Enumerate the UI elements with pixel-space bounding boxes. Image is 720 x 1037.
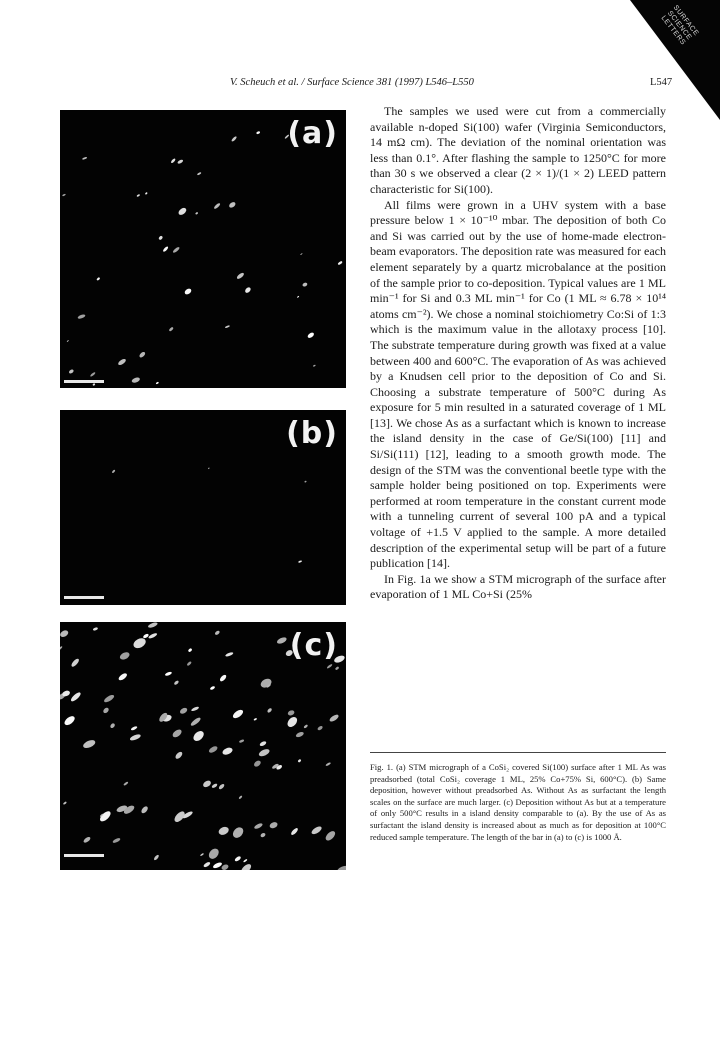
island-mark — [96, 277, 100, 281]
island-mark — [184, 287, 193, 295]
page-header — [0, 77, 720, 91]
island-mark — [217, 825, 230, 836]
island-mark — [276, 636, 287, 645]
island-mark — [259, 677, 273, 689]
island-mark — [304, 480, 307, 482]
island-mark — [267, 707, 273, 713]
island-mark — [269, 821, 279, 829]
island-mark — [82, 739, 96, 750]
island-mark — [232, 708, 245, 720]
island-mark — [132, 636, 148, 650]
island-mark — [153, 854, 159, 861]
island-mark — [221, 746, 233, 756]
island-mark — [313, 365, 316, 367]
corner-tab-text: SURFACE SCIENCE LETTERS — [659, 4, 700, 47]
paragraph-growth: All films were grown in a UHV system with a base pressure below 1 × 10⁻¹⁰ mbar. The deposition of both Co and Si was carried out by the use of home-made electron-beam evaporators. The deposition rate was measured for each element separately by a quartz microbalance at the position of the sample prior to co-deposition. Typical values are 1 ML min⁻¹ for Si and 0.3 ML min⁻¹ for Co (1 ML ≈ 6.78 × 10¹⁴ atoms cm⁻²). We chose a nominal stoichiometry Co:Si of 1:3 which is the maximum value in the allotaxy process [10]. The substrate temperature during growth was fixed at a value between 400 and 600°C. The evaporation of As was achieved by a Knudsen cell prior to the deposition of Co and Si. Choosing a substrate temperature of 500°C during As exposure for 5 min resulted in a saturated coverage of 1 ML [13]. We chose As as a surfactant which is known to increase the island density in the case of Ge/Si(100) [11] and Si/Si(111) [12], leading to a smooth growth mode. The design of the STM was the conventional beetle type with the sample holder being positioned on top. Experiments were performed at room temperature in the constant current mode with a tunneling current of several 100 pA and a typical voltage of +1.5 V applied to the sample. A more detailed description of the experimental setup will be part of a future publication [14]. — [370, 197, 666, 571]
scale-bar-a — [64, 380, 104, 383]
scale-bar-b — [64, 596, 104, 599]
island-mark — [239, 739, 245, 743]
panel-label-b: (b) — [286, 416, 338, 451]
island-mark — [93, 627, 99, 631]
island-mark — [60, 646, 63, 651]
paragraph-samples: The samples we used were cut from a commercially available n-doped Si(100) wafer (Virginia Semiconductors, 14 mΩ cm). The deviation of the nominal orientation was less than 0.1°. After flashing the sample to 1250°C for more than 30 s we observed a clear (2 × 1)/(1 × 2) LEED pattern characteristic for Si(100). — [370, 104, 666, 196]
island-mark — [225, 651, 234, 657]
island-mark — [286, 715, 299, 729]
island-mark — [195, 212, 198, 215]
island-mark — [70, 691, 82, 703]
island-mark — [337, 261, 342, 266]
island-mark — [186, 661, 192, 666]
island-mark — [326, 663, 332, 669]
island-mark — [63, 801, 67, 805]
island-mark — [109, 722, 115, 728]
island-mark — [238, 795, 242, 799]
island-mark — [260, 832, 266, 838]
island-mark — [147, 622, 158, 629]
island-mark — [298, 560, 302, 563]
island-mark — [172, 246, 180, 253]
island-mark — [213, 202, 221, 209]
island-mark — [303, 724, 308, 729]
island-mark — [83, 836, 92, 844]
panel-label-c: (c) — [289, 628, 338, 663]
island-mark — [174, 751, 183, 760]
island-mark — [231, 825, 245, 840]
island-mark — [335, 666, 340, 670]
island-mark — [295, 731, 304, 738]
island-mark — [290, 827, 299, 836]
island-mark — [177, 206, 187, 216]
island-mark — [129, 733, 141, 741]
island-mark — [329, 713, 340, 723]
island-mark — [168, 327, 173, 332]
island-mark — [173, 680, 179, 686]
figure-caption: Fig. 1. (a) STM micrograph of a CoSi₂ covered Si(100) surface after 1 ML As was preadsorbed (total CoSi₂ coverage 1 ML, 25% Co+75% Si, 600°C). (b) Same deposition, however without preadsorbed As. Without As as surfactant the length scales on the surface are much larger. (c) Deposition without As but at a temperature of only 500°C results in a island density comparable to (a). By the use of As as surfactant the island density is increased about as much as for deposition at 100°C reduced sample temperature. The length of the bar in (a) to (c) is 1000 Å. — [370, 762, 666, 842]
island-mark — [118, 672, 129, 682]
page-number: L547 — [650, 77, 673, 88]
island-mark — [130, 726, 137, 731]
panel-label-a: (a) — [287, 116, 338, 151]
island-mark — [253, 718, 257, 721]
island-mark — [219, 674, 228, 683]
journal-corner-tab — [630, 0, 720, 120]
stm-micrograph-a — [60, 110, 346, 388]
island-mark — [62, 193, 66, 196]
island-mark — [165, 671, 173, 676]
island-mark — [212, 861, 222, 869]
island-mark — [208, 467, 210, 469]
island-mark — [156, 382, 159, 385]
island-mark — [138, 351, 146, 359]
island-mark — [214, 630, 220, 636]
island-mark — [188, 648, 193, 653]
island-mark — [218, 783, 225, 790]
island-mark — [258, 748, 271, 758]
island-mark — [68, 369, 74, 375]
island-mark — [103, 694, 115, 704]
island-mark — [240, 862, 253, 870]
island-mark — [253, 822, 263, 830]
island-mark — [60, 629, 69, 638]
island-mark — [170, 158, 176, 164]
island-mark — [119, 651, 131, 661]
island-mark — [171, 728, 183, 739]
island-mark — [123, 781, 129, 786]
island-field-a — [60, 110, 346, 388]
island-mark — [191, 706, 200, 712]
island-mark — [112, 469, 116, 473]
island-mark — [259, 740, 267, 747]
island-mark — [145, 192, 148, 195]
island-mark — [92, 383, 95, 386]
island-mark — [140, 805, 149, 814]
island-mark — [208, 745, 219, 754]
island-mark — [310, 825, 323, 836]
island-mark — [225, 325, 230, 329]
island-mark — [324, 829, 337, 842]
island-mark — [244, 286, 252, 294]
island-mark — [336, 864, 346, 870]
island-mark — [82, 157, 87, 160]
island-mark — [63, 714, 76, 726]
island-mark — [77, 314, 86, 320]
island-mark — [102, 707, 109, 714]
island-mark — [236, 272, 245, 280]
island-mark — [207, 847, 221, 861]
island-mark — [297, 296, 300, 298]
island-mark — [234, 855, 242, 862]
island-mark — [287, 709, 295, 716]
island-mark — [177, 159, 184, 165]
scale-bar-c — [64, 854, 104, 857]
island-mark — [302, 282, 308, 287]
island-mark — [300, 253, 303, 255]
island-mark — [297, 759, 301, 763]
island-mark — [253, 759, 262, 767]
island-mark — [190, 716, 202, 727]
running-title: V. Scheuch et al. / Surface Science 381 (1997) L546–L550 — [230, 77, 474, 88]
island-mark — [200, 853, 204, 857]
island-mark — [228, 201, 236, 209]
island-mark — [317, 725, 324, 731]
island-mark — [117, 358, 127, 366]
body-text-column — [370, 104, 666, 603]
island-mark — [90, 372, 96, 378]
island-mark — [131, 377, 140, 384]
island-mark — [136, 194, 140, 197]
stm-micrograph-c — [60, 622, 346, 870]
island-mark — [243, 859, 248, 863]
island-mark — [70, 658, 80, 668]
island-mark — [221, 863, 230, 870]
island-mark — [112, 837, 121, 844]
island-mark — [142, 633, 149, 639]
island-mark — [231, 136, 238, 143]
island-mark — [211, 783, 218, 789]
paragraph-results: In Fig. 1a we show a STM micrograph of the surface after evaporation of 1 ML Co+Si (25% — [370, 571, 666, 602]
island-mark — [307, 332, 315, 339]
island-mark — [148, 632, 158, 639]
island-mark — [179, 707, 188, 715]
caption-divider — [370, 752, 666, 753]
island-mark — [197, 172, 202, 176]
island-mark — [202, 779, 212, 788]
island-mark — [325, 762, 331, 767]
island-mark — [210, 686, 216, 691]
stm-micrograph-b — [60, 410, 346, 605]
island-mark — [192, 729, 206, 743]
island-mark — [256, 131, 260, 135]
island-mark — [162, 246, 169, 253]
island-mark — [158, 235, 163, 240]
island-mark — [67, 340, 70, 343]
island-mark — [203, 861, 211, 868]
